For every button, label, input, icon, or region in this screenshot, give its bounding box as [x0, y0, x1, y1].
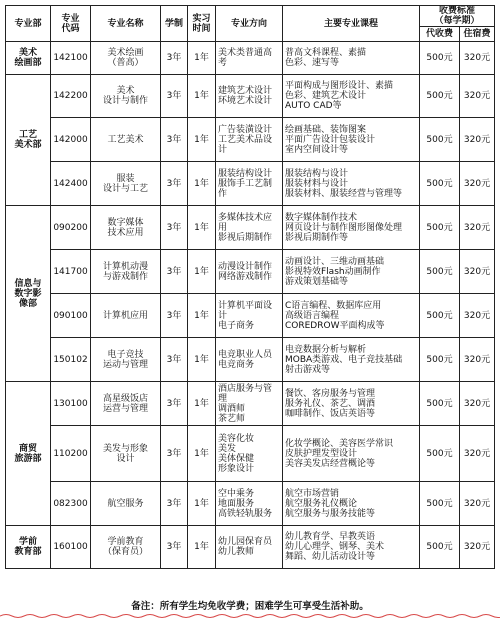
cell-tuition: 500元 — [420, 162, 460, 206]
cell-direction: 服装结构设计 服饰手工艺制作 — [216, 162, 283, 206]
cell-lodging: 320元 — [460, 162, 495, 206]
cell-tuition: 500元 — [420, 206, 460, 250]
cell-lodging: 320元 — [460, 482, 495, 526]
cell-department: 学前 教育部 — [6, 526, 51, 569]
cell-direction: 美容化妆 美发 美体保健 形象设计 — [216, 426, 283, 482]
cell-department: 商贸 旅游部 — [6, 382, 51, 526]
table-row — [6, 42, 495, 75]
header-direction: 专业方向 — [216, 6, 283, 42]
cell-years: 3年 — [161, 482, 188, 526]
cell-courses: 平面构成与图形设计、素描 色彩、建筑艺术设计 AUTO CAD等 — [283, 75, 420, 118]
table-row — [6, 482, 495, 526]
cell-major-name: 高星级饭店 运营与管理 — [91, 382, 161, 426]
cell-lodging: 320元 — [460, 118, 495, 162]
cell-years: 3年 — [161, 250, 188, 294]
cell-tuition: 500元 — [420, 426, 460, 482]
header-courses: 主要专业课程 — [283, 6, 420, 42]
cell-courses: 绘画基础、装饰图案 平面广告设计包装设计 室内空间设计等 — [283, 118, 420, 162]
table-row — [6, 294, 495, 338]
table-row — [6, 118, 495, 162]
cell-lodging: 320元 — [460, 206, 495, 250]
cell-internship: 1年 — [188, 250, 216, 294]
cell-tuition: 500元 — [420, 75, 460, 118]
cell-direction: 动漫设计制作 网络游戏制作 — [216, 250, 283, 294]
fee-table — [5, 5, 495, 569]
cell-internship: 1年 — [188, 206, 216, 250]
cell-direction: 酒店服务与管理 调酒师 茶艺师 — [216, 382, 283, 426]
table-row — [6, 162, 495, 206]
table-row — [6, 75, 495, 118]
cell-years: 3年 — [161, 526, 188, 569]
cell-tuition: 500元 — [420, 250, 460, 294]
cell-years: 3年 — [161, 206, 188, 250]
header-intern: 实习 时间 — [188, 6, 216, 42]
decorative-wave-border — [0, 613, 500, 619]
cell-years: 3年 — [161, 382, 188, 426]
cell-courses: 餐饮、客房服务与管理 服务礼仪、茶艺、调酒 咖啡制作、饭店英语等 — [283, 382, 420, 426]
table-row — [6, 526, 495, 569]
cell-code: 110200 — [51, 426, 91, 482]
cell-internship: 1年 — [188, 162, 216, 206]
cell-courses: 航空市场营销 航空服务礼仪概论 航空服务与服务技能等 — [283, 482, 420, 526]
cell-lodging: 320元 — [460, 294, 495, 338]
table-row — [6, 426, 495, 482]
cell-code: 150102 — [51, 338, 91, 382]
cell-code: 142000 — [51, 118, 91, 162]
cell-major-name: 学前教育 （保育员） — [91, 526, 161, 569]
cell-code: 142100 — [51, 42, 91, 75]
cell-lodging: 320元 — [460, 250, 495, 294]
cell-direction: 建筑艺术设计 环境艺术设计 — [216, 75, 283, 118]
cell-code: 160100 — [51, 526, 91, 569]
cell-code: 090200 — [51, 206, 91, 250]
cell-major-name: 美术绘画 （普高） — [91, 42, 161, 75]
cell-internship: 1年 — [188, 42, 216, 75]
cell-tuition: 500元 — [420, 526, 460, 569]
cell-major-name: 数字媒体 技术应用 — [91, 206, 161, 250]
cell-major-name: 工艺美术 — [91, 118, 161, 162]
cell-code: 142200 — [51, 75, 91, 118]
cell-major-name: 服装 设计与工艺 — [91, 162, 161, 206]
cell-code: 141700 — [51, 250, 91, 294]
cell-direction: 空中乘务 地面服务 高铁轻轨服务 — [216, 482, 283, 526]
cell-major-name: 计算机应用 — [91, 294, 161, 338]
cell-courses: 化妆学概论、美容医学常识 皮肤护理发型设计 美容美发店经营概论等 — [283, 426, 420, 482]
cell-code: 130100 — [51, 382, 91, 426]
cell-internship: 1年 — [188, 526, 216, 569]
cell-major-name: 航空服务 — [91, 482, 161, 526]
cell-major-name: 美发与形象 设计 — [91, 426, 161, 482]
cell-internship: 1年 — [188, 482, 216, 526]
cell-tuition: 500元 — [420, 382, 460, 426]
cell-lodging: 320元 — [460, 526, 495, 569]
cell-code: 090100 — [51, 294, 91, 338]
cell-lodging: 320元 — [460, 42, 495, 75]
cell-code: 142400 — [51, 162, 91, 206]
cell-internship: 1年 — [188, 426, 216, 482]
cell-department: 信息与 数字影 像部 — [6, 206, 51, 382]
header-name: 专业名称 — [91, 6, 161, 42]
cell-direction: 广告装潢设计 工艺美术品设计 — [216, 118, 283, 162]
cell-years: 3年 — [161, 118, 188, 162]
header-code: 专业 代码 — [51, 6, 91, 42]
table-row — [6, 338, 495, 382]
cell-lodging: 320元 — [460, 426, 495, 482]
cell-years: 3年 — [161, 338, 188, 382]
header-lodging: 住宿费 — [460, 27, 495, 42]
header-years: 学制 — [161, 6, 188, 42]
cell-tuition: 500元 — [420, 294, 460, 338]
cell-lodging: 320元 — [460, 338, 495, 382]
cell-tuition: 500元 — [420, 482, 460, 526]
header-fee-standard: 收费标准 （每学期） — [420, 6, 495, 27]
cell-tuition: 500元 — [420, 338, 460, 382]
table-row — [6, 250, 495, 294]
cell-direction: 多媒体技术应用 影视后期制作 — [216, 206, 283, 250]
cell-internship: 1年 — [188, 338, 216, 382]
cell-tuition: 500元 — [420, 42, 460, 75]
cell-internship: 1年 — [188, 118, 216, 162]
cell-courses: 电竞数据分析与解析 MOBA类游戏、电子竞技基础 射击游戏等 — [283, 338, 420, 382]
cell-internship: 1年 — [188, 294, 216, 338]
header-tuition: 代收费 — [420, 27, 460, 42]
cell-direction: 电竞职业人员 电竞商务 — [216, 338, 283, 382]
footnote: 备注：所有学生均免收学费；困难学生可享受生活补助。 — [131, 601, 369, 612]
cell-internship: 1年 — [188, 382, 216, 426]
table-body — [6, 42, 495, 569]
cell-lodging: 320元 — [460, 382, 495, 426]
cell-courses: 动画设计、三维动画基础 影视特效Flash动画制作 游戏策划基础等 — [283, 250, 420, 294]
cell-courses: 服装结构与设计 服装材料与设计 服装材料、服装经营与管理等 — [283, 162, 420, 206]
cell-direction: 幼儿园保育员 幼儿教师 — [216, 526, 283, 569]
cell-lodging: 320元 — [460, 75, 495, 118]
cell-tuition: 500元 — [420, 118, 460, 162]
cell-major-name: 电子竞技 运动与管理 — [91, 338, 161, 382]
cell-courses: 数字媒体制作技术 网页设计与制作图形图像处理 影视后期制作等 — [283, 206, 420, 250]
table-row — [6, 206, 495, 250]
cell-years: 3年 — [161, 294, 188, 338]
cell-internship: 1年 — [188, 75, 216, 118]
cell-courses: 普高文科课程、素描 色彩、速写等 — [283, 42, 420, 75]
cell-courses: C语言编程、数据库应用 高级语言编程 COREDROW平面构成等 — [283, 294, 420, 338]
cell-years: 3年 — [161, 162, 188, 206]
table-row — [6, 382, 495, 426]
cell-courses: 幼儿教育学、早教英语 幼儿心理学、钢琴、美术 舞蹈、幼儿活动设计等 — [283, 526, 420, 569]
header-dept: 专业部 — [6, 6, 51, 42]
cell-major-name: 计算机动漫 与游戏制作 — [91, 250, 161, 294]
cell-years: 3年 — [161, 42, 188, 75]
cell-major-name: 美术 设计与制作 — [91, 75, 161, 118]
cell-department: 工艺 美术部 — [6, 75, 51, 206]
cell-code: 082300 — [51, 482, 91, 526]
cell-years: 3年 — [161, 75, 188, 118]
cell-department: 美术 绘画部 — [6, 42, 51, 75]
cell-years: 3年 — [161, 426, 188, 482]
cell-direction: 计算机平面设计 电子商务 — [216, 294, 283, 338]
cell-direction: 美术类普通高考 — [216, 42, 283, 75]
